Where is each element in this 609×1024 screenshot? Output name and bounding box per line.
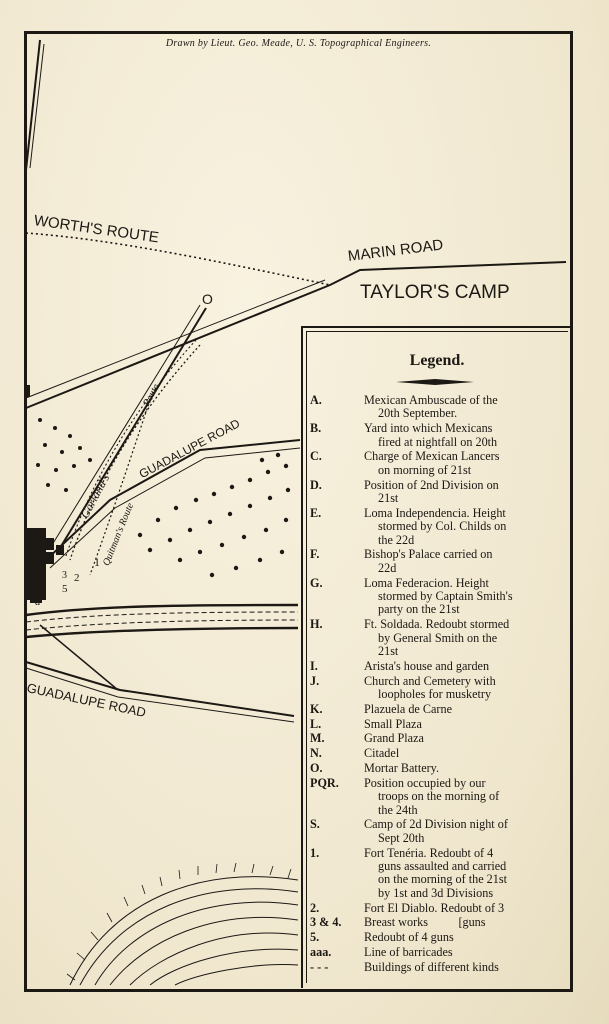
legend-desc: Position of 2nd Division on 21st (364, 477, 499, 506)
legend-key: J. (310, 673, 320, 688)
legend-desc: Mortar Battery. (364, 761, 440, 776)
legend-title: Legend. (409, 352, 465, 369)
legend-desc: Position occupied by our troops on the morning of the 24th (364, 775, 500, 817)
legend-item (310, 618, 562, 658)
legend-key: G. (310, 575, 323, 590)
legend-item (310, 946, 562, 959)
legend-item (310, 422, 562, 449)
map-credit: Drawn by Lieut. Geo. Meade, U. S. Topographical Engineers. (165, 38, 432, 49)
legend-desc: Ft. Soldada. Redoubt stormed by General Smith on the 21st (364, 617, 510, 659)
legend-desc: Plazuela de Carne (364, 701, 452, 716)
legend-desc: Small Plaza (364, 716, 422, 731)
legend-item (310, 847, 562, 901)
legend-item (310, 660, 562, 673)
legend-desc: Loma Independencia. Height stormed by Col. Childs on the 22d (364, 505, 507, 547)
legend-key: N. (310, 746, 322, 761)
quitman-route-label: Quitman's Route (100, 501, 137, 568)
legend-key: E. (310, 505, 322, 520)
legend-desc: Arista's house and garden (364, 658, 490, 673)
marker-3: 3 (62, 570, 67, 581)
legend-desc: Citadel (364, 746, 400, 761)
legend-key: C. (310, 449, 322, 464)
legend-key: A. (310, 393, 322, 407)
worths-route-line (26, 233, 330, 285)
legend-item (310, 902, 562, 915)
marker-5: 5 (62, 583, 68, 595)
legend-key: D. (310, 477, 322, 492)
legend-item (310, 548, 562, 575)
marker-a: a (35, 596, 41, 608)
legend-item (310, 818, 562, 845)
guadalupe-road-upper-label: GUADALUPE ROAD (136, 416, 243, 482)
legend-desc: Breast works [guns (364, 915, 486, 930)
legend-item (310, 394, 562, 421)
legend-item (310, 479, 562, 506)
legend-desc: Redoubt of 4 guns (364, 930, 454, 945)
legend-key: I. (310, 658, 318, 673)
hills-dots (36, 418, 290, 577)
legend-key: 2. (310, 900, 320, 915)
legend-key: O. (310, 761, 323, 776)
legend-item (310, 703, 562, 716)
legend-key: 5. (310, 930, 320, 945)
legend-desc: Loma Federacion. Height stormed by Captain Smith's party on the 21st (364, 575, 513, 617)
legend-key: F. (310, 547, 320, 562)
legend-item (310, 675, 562, 702)
legend-desc: Church and Cemetery with loopholes for musketry (364, 673, 496, 702)
legend-key: B. (310, 421, 322, 436)
city-block (26, 528, 64, 603)
legend-item (310, 732, 562, 745)
garland-route-label: Garland's (77, 471, 113, 521)
mountain-ticks (67, 863, 291, 980)
river-bank-south (26, 628, 298, 637)
legend-desc: Grand Plaza (364, 731, 424, 746)
legend-desc: Line of barricades (364, 945, 453, 960)
legend-item (310, 747, 562, 760)
mountain-hatching (70, 877, 298, 985)
legend-key: K. (310, 701, 323, 716)
legend-key: - - - (310, 959, 329, 974)
legend-list (310, 394, 562, 976)
legend-item (310, 718, 562, 731)
legend-desc: Yard into which Mexicans fired at nightfall on 20th (364, 421, 498, 449)
legend-item (310, 916, 562, 929)
legend-desc: Mexican Ambuscade of the 20th September. (364, 393, 498, 421)
legend-desc: Fort El Diablo. Redoubt of 3 (364, 900, 505, 915)
legend-desc: Camp of 2d Division night of Sept 20th (364, 817, 508, 845)
mortar-marker-o: O (202, 291, 213, 307)
legend-item (310, 762, 562, 775)
legend-key: M. (310, 731, 325, 746)
marker-2: 2 (74, 572, 80, 584)
legend-desc: Charge of Mexican Lancers on morning of 21st (364, 449, 500, 477)
legend-desc: Bishop's Palace carried on 22d (364, 547, 493, 575)
legend-item (310, 577, 562, 617)
legend-item (310, 777, 562, 817)
legend-key: L. (310, 716, 322, 731)
legend-desc: Fort Tenéria. Redoubt of 4 guns assaulted and carried on the morning of the 21st by 1st and 3d Divisions (364, 845, 507, 900)
legend-desc: Buildings of different kinds (364, 959, 499, 974)
legend-item (310, 450, 562, 477)
legend-item (310, 931, 562, 944)
taylors-camp-label: TAYLOR'S CAMP (360, 282, 510, 303)
legend-key: 1. (310, 845, 320, 860)
garland-route-label-2: Route (141, 382, 162, 409)
legend-key: PQR. (310, 775, 339, 790)
worths-route-label: WORTH'S ROUTE (32, 212, 160, 247)
legend-item (310, 507, 562, 547)
legend-key: S. (310, 817, 320, 832)
guadalupe-road-lower-label: GUADALUPE ROAD (25, 680, 148, 721)
legend-item (310, 961, 562, 974)
ridge-line (26, 40, 40, 170)
marin-road-label: MARIN ROAD (346, 236, 445, 265)
marker-1: 1 (94, 555, 100, 569)
legend-key: 3 & 4. (310, 915, 342, 930)
legend-key: H. (310, 617, 323, 632)
legend-key: aaa. (310, 945, 332, 960)
